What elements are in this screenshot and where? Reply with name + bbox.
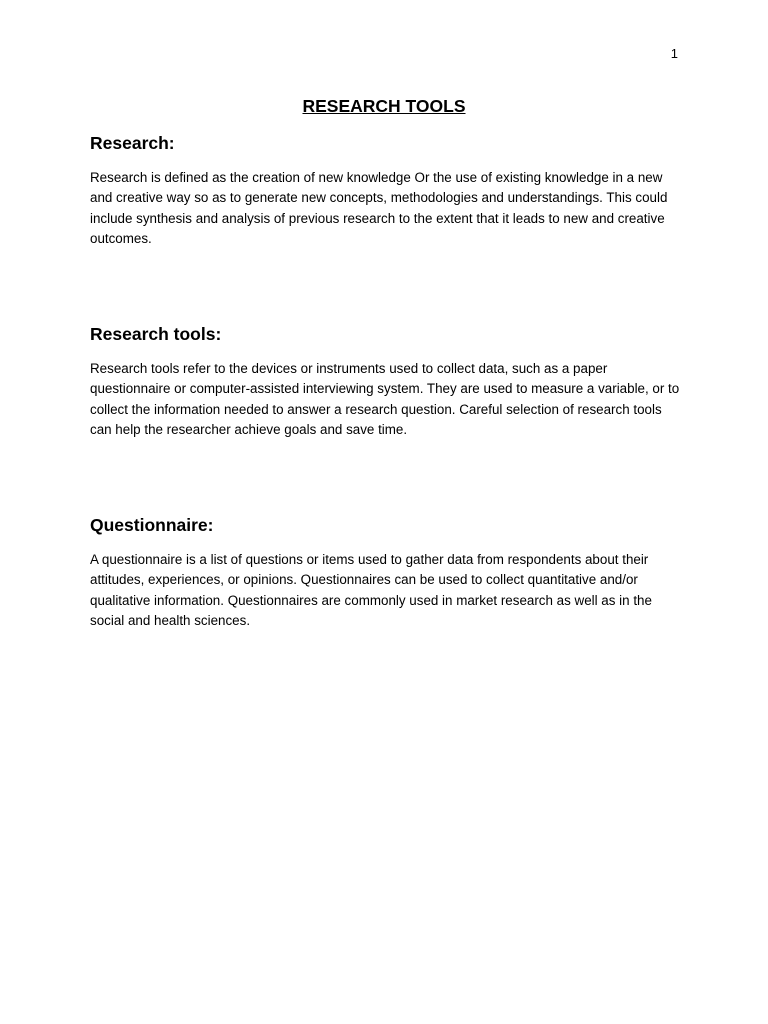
page-number: 1 <box>670 46 678 61</box>
section-body-research-tools: Research tools refer to the devices or instruments used to collect data, such as a paper questionnaire or computer-assisted interviewing system. They are used to measure a variable, or to collect the information needed to answer a research question. Careful selection of research tools can help the researcher achieve goals and save time. <box>90 361 680 438</box>
document-title: RESEARCH TOOLS <box>302 96 466 116</box>
section-body-research: Research is defined as the creation of new knowledge Or the use of existing knowledge in a new and creative way so as to generate new concepts, methodologies and understandings. This could include synthesis and analysis of previous research to the extent that it leads to new and creative outcomes. <box>90 170 668 247</box>
section-research-tools <box>90 323 690 441</box>
section-body-questionnaire: A questionnaire is a list of questions or items used to gather data from respondents about their attitudes, experiences, or opinions. Questionnaires can be used to collect quantitative and/or qualitative information. Questionnaires are commonly used in market research as well as in the social and health sciences. <box>90 552 652 629</box>
section-research <box>90 132 690 250</box>
section-heading-research: Research: <box>90 133 175 153</box>
section-heading-questionnaire: Questionnaire: <box>90 515 214 535</box>
section-questionnaire <box>90 514 690 632</box>
section-heading-research-tools: Research tools: <box>90 324 222 344</box>
